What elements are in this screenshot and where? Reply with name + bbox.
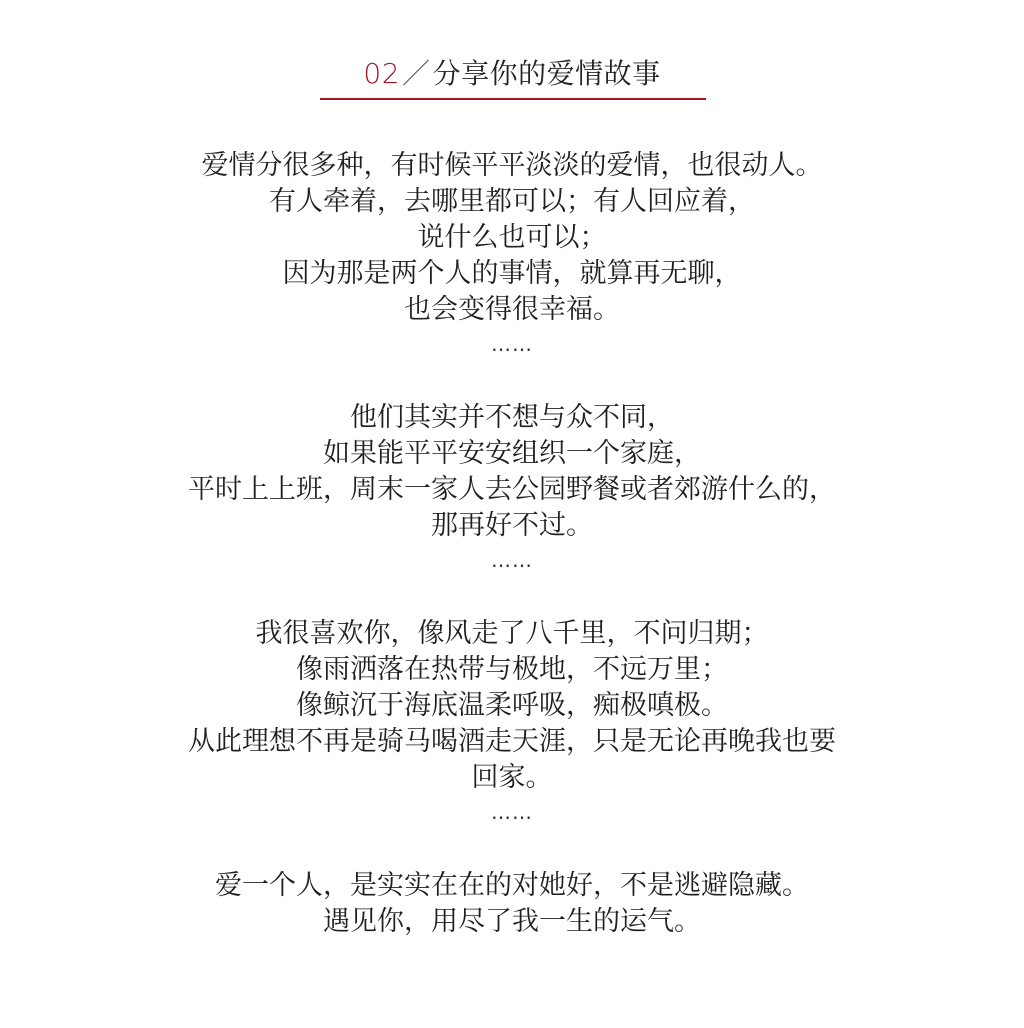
paragraph-2 [0,400,1024,576]
text-line: 平时上上班，周末一家人去公园野餐或者郊游什么的， [188,474,836,505]
text-line: 有人牵着，去哪里都可以；有人回应着， [269,186,755,217]
text-line: 因为那是两个人的事情，就算再无聊， [282,258,742,289]
text-line: 如果能平平安安组织一个家庭， [323,438,701,469]
ellipsis: …… [491,800,533,824]
text-line: 也会变得很幸福。 [404,294,620,325]
paragraph-3 [0,616,1024,828]
story-content [0,148,1024,940]
text-line: 爱情分很多种，有时候平平淡淡的爱情，也很动人。 [201,150,823,181]
section-title: 分享你的爱情故事 [432,57,661,90]
text-line: 那再好不过。 [431,510,593,541]
paragraph-1 [0,148,1024,360]
text-line: 像鲸沉于海底温柔呼吸，痴极嗔极。 [296,690,728,721]
text-line: 他们其实并不想与众不同， [350,402,674,433]
text-line: 像雨洒落在热带与极地，不远万里； [296,654,728,685]
text-line: 爱一个人，是实实在在的对她好，不是逃避隐藏。 [215,870,809,901]
header-underline [320,98,706,100]
section-header [0,54,1024,94]
text-line: 回家。 [471,762,553,793]
paragraph-4 [0,868,1024,940]
ellipsis: …… [491,332,533,356]
section-number: 02 [363,57,401,90]
text-line: 从此理想不再是骑马喝酒走天涯，只是无论再晚我也要 [188,726,836,757]
text-line: 我很喜欢你，像风走了八千里，不问归期； [255,618,769,649]
ellipsis: …… [491,548,533,572]
header-slash: ／ [402,57,431,90]
text-line: 遇见你，用尽了我一生的运气。 [323,906,701,937]
text-line: 说什么也可以； [417,222,607,253]
